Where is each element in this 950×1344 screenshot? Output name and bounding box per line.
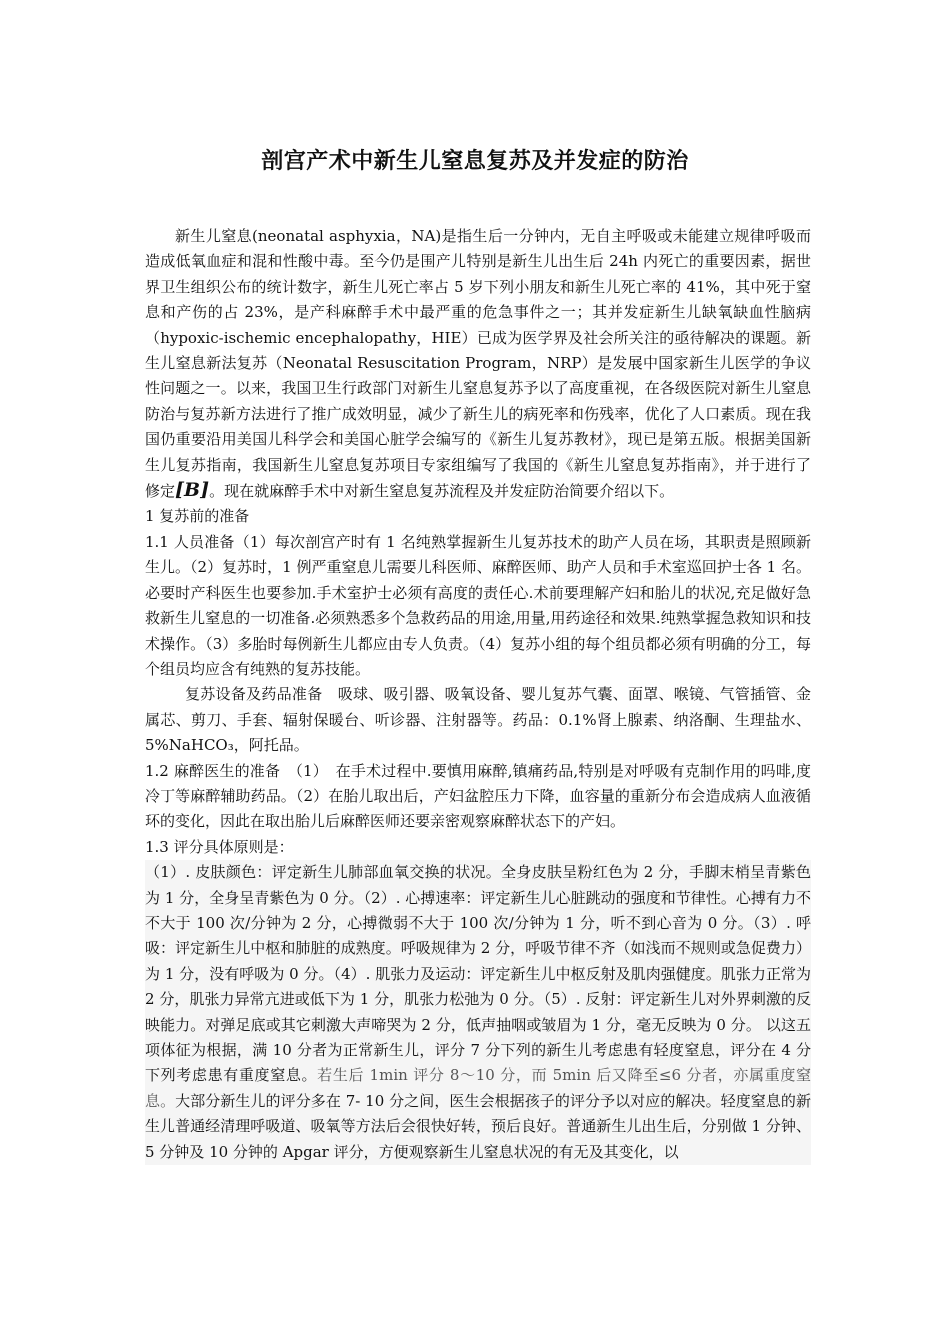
scoring-paragraph: [145, 860, 811, 1165]
section-1-1-paragraph: 1.1 人员准备（1）每次剖宫产时有 1 名纯熟掌握新生儿复苏技术的助产人员在场，其职责是照顾新生儿。（2）复苏时，1 例严重窒息儿需要儿科医师、麻醉医师、助产人员和手术室巡回护士各 1 名。必要时产科医生也要参加.手术室护士必须有高度的责任心.术前要理解产妇和胎儿的状况,充足做好急救新生儿窒息的一切准备.必须熟悉多个急救药品的用途,用量,用药途径和效果.纯熟掌握急救知识和技术操作。（3）多胎时每例新生儿都应由专人负责。（4）复苏小组的每个组员都必须有明确的分工，每个组员均应含有纯熟的复苏技能。: [145, 532, 811, 678]
document-body: [145, 224, 811, 1165]
section-heading: 1 复苏前的准备: [145, 507, 250, 526]
section-1-3-heading: 1.3 评分具体原则是：: [145, 837, 294, 856]
equipment-paragraph: 复苏设备及药品准备 吸球、吸引器、吸氧设备、婴儿复苏气囊、面罩、喉镜、气管插管、金属芯、剪刀、手套、辐射保暖台、听诊器、注射器等。药品：0.1%肾上腺素、纳洛酮、生理盐水、5%NaHCO₃，阿托品。: [145, 685, 811, 755]
scoring-text: （1）. 皮肤颜色：评定新生儿肺部血氧交换的状况。全身皮肤呈粉红色为 2 分，手脚末梢呈青紫色为 1 分，全身呈青紫色为 0 分。（2）. 心搏速率：评定新生儿心脏跳动的强度和节律性。心搏有力不不大于 100 次/分钟为 2 分，心搏微弱不大于 100 次/分钟为 1 分，听不到心音为 0 分。（3）. 呼吸：评定新生儿中枢和肺脏的成熟度。呼吸规律为 2 分，呼吸节律不齐（如浅而不规则或急促费力）为 1 分，没有呼吸为 0 分。（4）. 肌张力及运动：评定新生儿中枢反射及肌肉强健度。肌张力正常为 2 分，肌张力异常亢进或低下为 1 分，肌张力松弛为 0 分。（5）. 反射：评定新生儿对外界刺激的反映能力。对弹足底或其它刺激大声啼哭为 2 分，低声抽咽或皱眉为 1 分，毫无反映为 0 分。 以这五项体征为根据，满 10 分者为正常新生儿，评分 7 分下列的新生儿考虑患有轻度窒息，评分在 4 分下列考虑患有重度窒息。: [145, 863, 811, 1085]
intro-text: 新生儿窒息(neonatal asphyxia，NA)是指生后一分钟内，无自主呼吸或未能建立规律呼吸而造成低氧血症和混和性酸中毒。至今仍是围产儿特别是新生儿出生后 24h 内死亡的重要因素，据世界卫生组织公布的统计数字，新生儿死亡率占 5 岁下列小朋友和新生儿死亡率的 41%，其中死于窒息和产伤的占 23%，是产科麻醉手术中最严重的危急事件之一；其并发症新生儿缺氧缺血性脑病（hypoxic-ischemic encephalopathy，HIE）已成为医学界及社会所关注的亟待解决的课题。新生儿窒息新法复苏（Neonatal Resuscitation Program，NRP）是发展中国家新生儿医学的争议性问题之一。以来，我国卫生行政部门对新生儿窒息复苏予以了高度重视，在各级医院对新生儿窒息防治与复苏新方法进行了推广成效明显，减少了新生儿的病死率和伤残率，优化了人口素质。现在我国仍重要沿用美国儿科学会和美国心脏学会编写的《新生儿复苏教材》，现已是第五版。根据美国新生儿复苏指南，我国新生儿窒息复苏项目专家组编写了我国的《新生儿窒息复苏指南》，并于进行了修定: [145, 227, 811, 501]
intro-paragraph: [145, 224, 811, 504]
section-1-2-paragraph: 1.2 麻醉医生的准备 （1） 在手术过程中.要慎用麻醉,镇痛药品,特别是对呼吸有克制作用的吗啡,度冷丁等麻醉辅助药品。（2）在胎儿取出后，产妇盆腔压力下降，血容量的重新分布会造成病人血液循环的变化，因此在取出胎儿后麻醉医师还要亲密观察麻醉状态下的产妇。: [145, 761, 811, 831]
scoring-text-end: 大部分新生儿的评分多在 7- 10 分之间，医生会根据孩子的评分予以对应的解决。轻度窒息的新生儿普通经清理呼吸道、吸氧等方法后会很快好转，预后良好。普通新生儿出生后，分别做 1 分钟、5 分钟及 10 分钟的 Apgar 评分，方便观察新生儿窒息状况的有无及其变化，以: [145, 1091, 811, 1161]
document-title: 剖宫产术中新生儿窒息复苏及并发症的防治: [261, 148, 689, 174]
intro-text-end: 。现在就麻醉手术中对新生窒息复苏流程及并发症防治简要介绍以下。: [209, 482, 675, 501]
citation-marker: [B]: [175, 479, 210, 502]
scoring-note: 若生后 1min 评分 8～10 分，而 5min 后又降至≤6 分者，亦属重度窒息。: [145, 1066, 811, 1110]
